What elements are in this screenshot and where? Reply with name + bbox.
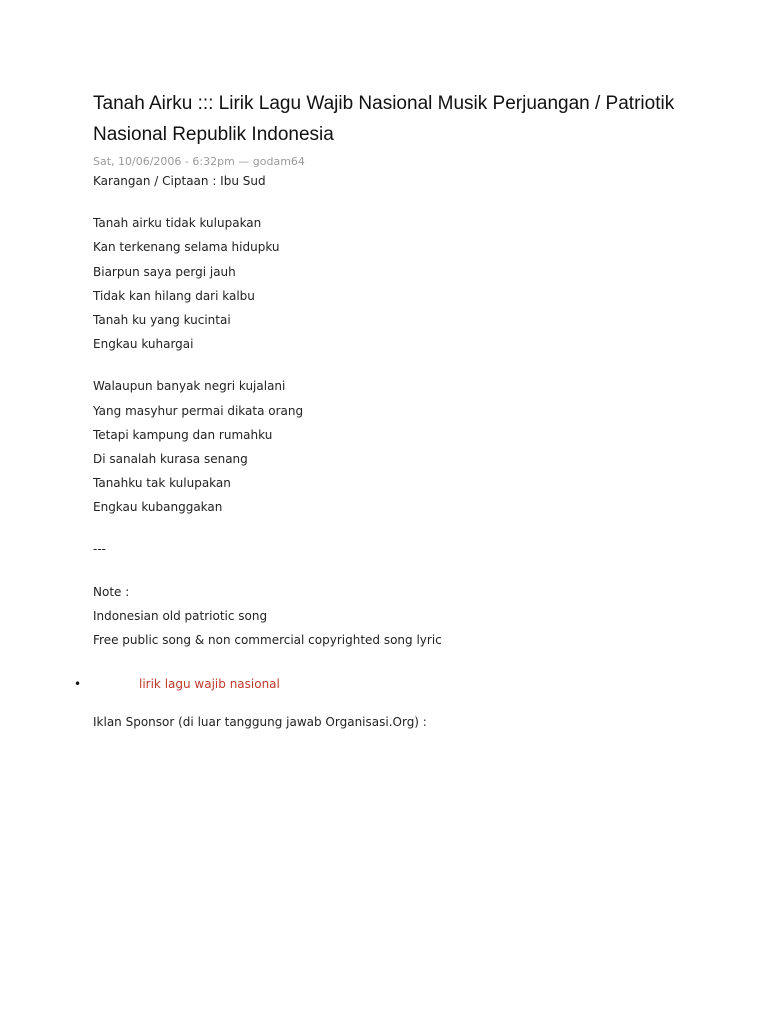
lyric-line: Engkau kubanggakan: [93, 500, 223, 515]
bullet-icon: •: [74, 677, 82, 692]
page-title: Tanah Airku ::: Lirik Lagu Wajib Nasional Musik Perjuangan / Patriotik Nasional Republik Indonesia: [93, 93, 675, 145]
verse-1: [93, 211, 733, 356]
lyric-line: Biarpun saya pergi jauh: [93, 264, 236, 279]
lyric-line: Tanah ku yang kucintai: [93, 312, 231, 327]
lyric-line: Tanah airku tidak kulupakan: [93, 216, 262, 231]
composer-line: Karangan / Ciptaan : Ibu Sud: [93, 174, 266, 188]
note-heading: Note :: [93, 584, 130, 599]
lyric-line: Kan terkenang selama hidupku: [93, 240, 280, 255]
note-line: Indonesian old patriotic song: [93, 608, 268, 623]
post-meta: Sat, 10/06/2006 - 6:32pm — godam64: [93, 155, 305, 168]
lyric-line: Yang masyhur permai dikata orang: [93, 403, 304, 418]
lyric-line: Walaupun banyak negri kujalani: [93, 379, 286, 394]
lyric-line: Di sanalah kurasa senang: [93, 451, 248, 466]
tag-list-item: [74, 672, 733, 696]
article-body: [74, 169, 733, 734]
article: [74, 88, 733, 734]
tag-link[interactable]: lirik lagu wajib nasional: [139, 677, 280, 692]
verse-2: [93, 374, 733, 519]
note-line: Free public song & non commercial copyrighted song lyric: [93, 633, 442, 647]
sponsor-label: Iklan Sponsor (di luar tanggung jawab Organisasi.Org) :: [93, 715, 427, 730]
lyric-line: Tidak kan hilang dari kalbu: [93, 288, 255, 303]
lyric-line: Tanahku tak kulupakan: [93, 476, 231, 491]
note-section: [93, 580, 733, 653]
separator: ---: [93, 542, 106, 557]
lyric-line: Engkau kuhargai: [93, 337, 194, 352]
lyric-line: Tetapi kampung dan rumahku: [93, 427, 273, 442]
